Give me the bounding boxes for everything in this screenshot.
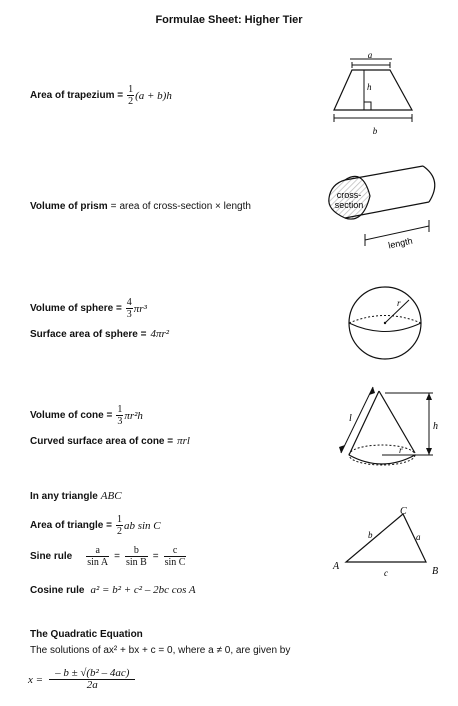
cone-r-label: r [399, 445, 403, 455]
page-title: Formulae Sheet: Higher Tier [155, 14, 303, 26]
cone-diagram [325, 383, 445, 475]
sphere-volume-expression: πr³ [133, 302, 147, 315]
cone-h-label: h [433, 421, 438, 432]
sphere-volume-formula: Volume of sphere = $\frac{4}{3}$ πr³ [30, 297, 147, 320]
cosine-rule-label: Cosine rule [30, 584, 85, 596]
side-c-label: c [384, 568, 388, 578]
prism-diagram [325, 160, 445, 255]
triangle-heading: In any triangle ABC [30, 490, 122, 502]
triangle-diagram [330, 506, 445, 582]
cone-csa-label: Curved surface area of cone = [30, 435, 174, 447]
half-fraction: $\frac{1}{2}$ [128, 84, 134, 107]
cone-volume-formula: Volume of cone = $\frac{1}{3}$ πr²h [30, 404, 143, 427]
trapezium-diagram [330, 52, 430, 142]
sine-rule-label: Sine rule [30, 551, 73, 562]
sphere-volume-label: Volume of sphere = [30, 303, 122, 314]
trapezium-b-label: b [372, 126, 378, 136]
trapezium-h-label: h [367, 82, 372, 92]
side-a-label: a [416, 532, 421, 542]
vertex-c-label: C [400, 506, 407, 517]
cone-volume-expression: πr²h [124, 409, 143, 422]
vertex-a-label: A [333, 561, 340, 572]
cross-section-label-1: cross- [336, 190, 362, 200]
cosine-rule-expression: a² = b² + c² – 2bc cos A [90, 584, 196, 596]
trapezium-label: Area of trapezium = [30, 90, 124, 101]
cone-volume-label: Volume of cone = [30, 410, 113, 421]
prism-label: Volume of prism [30, 201, 108, 212]
sphere-r-label: r [397, 298, 401, 308]
sphere-area-label: Surface area of sphere = [30, 328, 147, 340]
prism-rest: area of cross-section × length [119, 201, 251, 212]
side-b-label: b [368, 530, 373, 540]
quadratic-text: The solutions of ax² + bx + c = 0, where a ≠ 0, are given by [30, 645, 291, 656]
quadratic-formula: x = $\frac{\text{– b ± √(b² – 4ac)}}{2a}$ [28, 668, 136, 691]
quadratic-heading: The Quadratic Equation [30, 629, 143, 640]
triangle-area-expression: ab sin C [123, 519, 161, 532]
cosine-rule-formula [30, 584, 196, 596]
sphere-diagram [345, 286, 425, 362]
trapezium-expression: (a + b)h [135, 89, 172, 102]
sphere-area-formula [30, 328, 169, 340]
length-label: length [387, 235, 414, 251]
triangle-area-label: Area of triangle = [30, 520, 112, 531]
trapezium-formula [30, 84, 172, 107]
trapezium-a-label: a [367, 52, 373, 60]
triangle-area-formula: Area of triangle = $\frac{1}{2}$ ab sin C [30, 514, 161, 537]
cross-section-label-2: section [334, 200, 364, 210]
cone-l-label: l [349, 413, 352, 424]
sphere-area-expression: 4πr² [150, 328, 170, 340]
cone-csa-expression: πrl [177, 435, 190, 447]
cone-csa-formula [30, 435, 190, 447]
sine-rule-formula: Sine rule $\frac{a}{\text{sin A}}$ = $\frac{b}{\text{sin B}}$ = $\frac{c}{\text{sin C}}$ [30, 545, 186, 568]
prism-formula: Volume of prism = area of cross-section × length [30, 201, 251, 212]
vertex-b-label: B [432, 566, 439, 577]
